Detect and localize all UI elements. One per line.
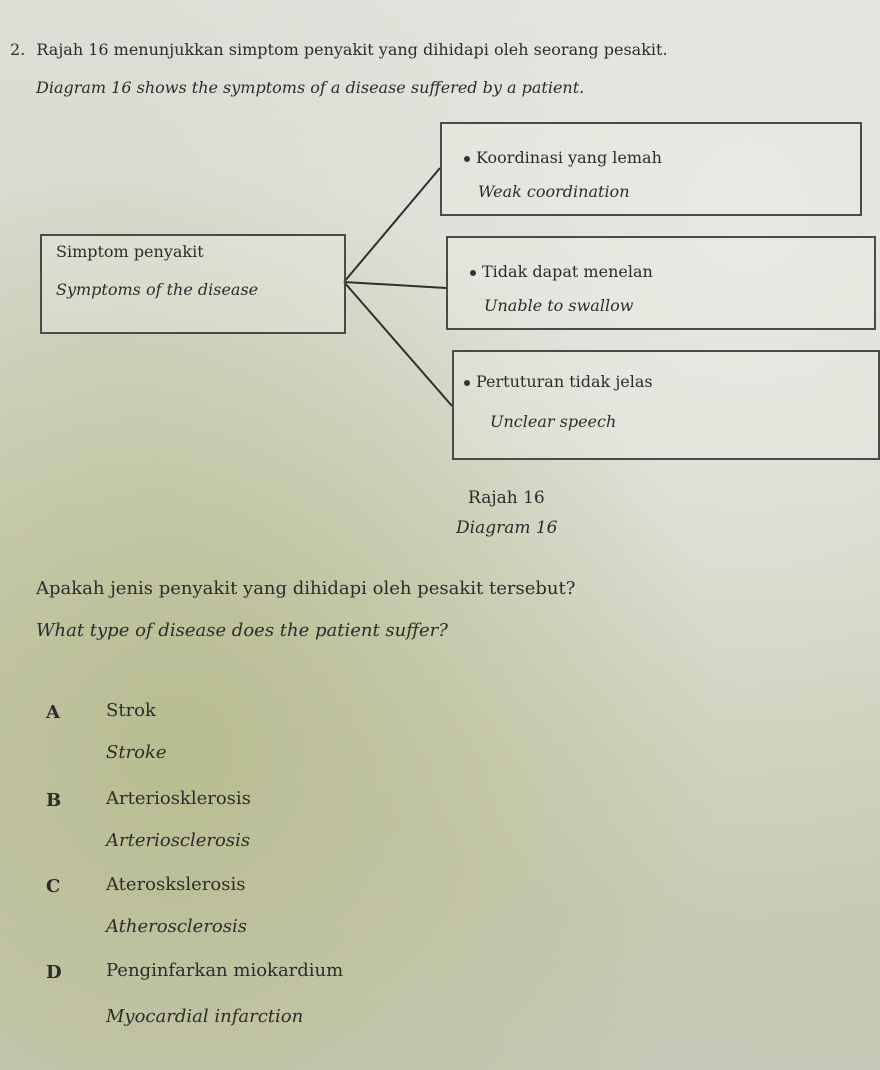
symptom-3-en: Unclear speech [490, 412, 617, 431]
bullet-icon [470, 270, 476, 276]
diagram-caption-en: Diagram 16 [456, 518, 558, 538]
symptom-1-ms-text: Koordinasi yang lemah [476, 148, 662, 167]
diagram-caption-ms: Rajah 16 [468, 488, 545, 508]
option-text-en: Myocardial infarction [106, 1006, 304, 1027]
question-intro: 2. Rajah 16 menunjukkan simptom penyakit yang dihidapi oleh seorang pesakit. [10, 40, 668, 59]
symptom-2-en: Unable to swallow [484, 296, 634, 315]
symptom-box-2 [446, 236, 876, 330]
symptom-1-ms [464, 148, 662, 167]
option-text-en: Atherosclerosis [106, 916, 248, 937]
option-text-ms: Strok [106, 700, 156, 721]
connector-line-3 [344, 282, 452, 406]
center-label-en: Symptoms of the disease [56, 280, 259, 299]
option-letter: B [46, 790, 62, 811]
question-text-ms: Apakah jenis penyakit yang dihidapi oleh pesakit tersebut? [36, 578, 576, 599]
bullet-icon [464, 156, 470, 162]
question-text-en: What type of disease does the patient suffer? [36, 620, 448, 641]
question-number: 2 [10, 40, 21, 59]
symptom-2-ms-text: Tidak dapat menelan [482, 262, 653, 281]
option-letter: A [46, 702, 60, 723]
intro-text-ms: Rajah 16 menunjukkan simptom penyakit yang dihidapi oleh seorang pesakit. [36, 40, 668, 59]
option-text-ms: Arteriosklerosis [106, 788, 251, 809]
symptom-3-ms-text: Pertuturan tidak jelas [476, 372, 653, 391]
option-text-en: Stroke [106, 742, 167, 763]
option-text-ms: Penginfarkan miokardium [106, 960, 344, 981]
symptom-box-3 [452, 350, 880, 460]
option-letter: D [46, 962, 62, 983]
center-label-ms: Simptom penyakit [56, 242, 204, 261]
symptom-2-ms [470, 262, 653, 281]
symptom-box-1 [440, 122, 862, 216]
option-text-en: Arteriosclerosis [106, 830, 251, 851]
connector-line-2 [344, 282, 446, 288]
connector-line-1 [344, 168, 440, 282]
center-box [40, 234, 346, 334]
option-letter: C [46, 876, 61, 897]
symptom-3-ms [464, 372, 653, 391]
intro-text-en: Diagram 16 shows the symptoms of a disease suffered by a patient. [36, 78, 585, 97]
symptom-1-en: Weak coordination [478, 182, 630, 201]
bullet-icon [464, 380, 470, 386]
option-text-ms: Ateroskslerosis [106, 874, 246, 895]
